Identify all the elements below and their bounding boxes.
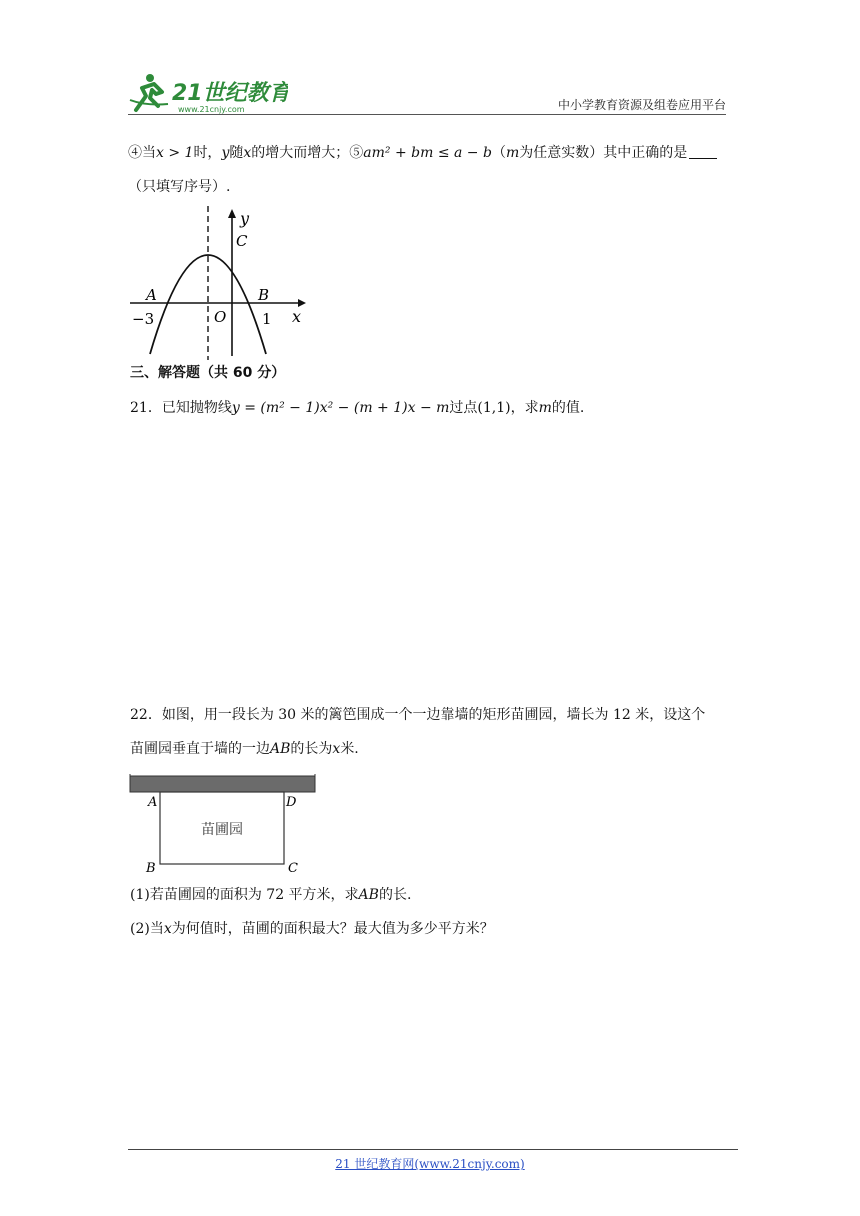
header-divider	[128, 114, 726, 115]
tick-label-1: 1	[262, 310, 272, 328]
corner-c-label: C	[288, 861, 298, 876]
corner-b-label: B	[146, 861, 156, 876]
q22-part2: (2)当x为何值时，苗圃的面积最大？最大值为多少平方米？	[130, 921, 494, 937]
q20-line2: （只填写序号）.	[128, 179, 231, 195]
site-logo	[128, 70, 288, 116]
section-title: 三、解答题（共 60 分）	[130, 365, 286, 381]
y-axis-arrow	[228, 209, 236, 218]
point-b-label: B	[258, 286, 270, 304]
q20-inequality: am² + bm ≤ a − b	[363, 145, 492, 161]
runner-icon	[128, 70, 288, 116]
garden-label: 苗圃园	[201, 822, 243, 838]
garden-figure	[128, 772, 328, 878]
x-axis-arrow	[298, 299, 306, 307]
q21-text: 21．已知抛物线y = (m² − 1)x² − (m + 1)x − m过点(1,1)，求m的值.	[130, 400, 585, 416]
q22-part1: (1)若苗圃园的面积为 72 平方米，求AB的长.	[130, 887, 412, 903]
q20-condition: x > 1	[156, 145, 194, 161]
platform-name: 中小学教育资源及组卷应用平台	[557, 98, 726, 112]
corner-a-label: A	[148, 795, 158, 810]
tick-label-minus3: −3	[132, 310, 155, 328]
x-axis-label: x	[292, 307, 302, 326]
point-a-label: A	[146, 286, 157, 304]
logo-text: 21世纪教育	[172, 81, 288, 106]
corner-d-label: D	[286, 795, 297, 810]
wall	[130, 776, 315, 792]
q22-line2: 苗圃园垂直于墙的一边AB的长为x米.	[130, 741, 359, 757]
answer-blank[interactable]	[689, 144, 717, 159]
origin-label: O	[214, 308, 227, 326]
logo-url: www.21cnjy.com	[178, 105, 245, 114]
point-c-label: C	[236, 232, 248, 250]
y-axis-label: y	[240, 209, 250, 228]
q22-line1: 22．如图，用一段长为 30 米的篱笆围成一个一边靠墙的矩形苗圃园，墙长为 12 米，设这个	[130, 707, 706, 723]
footer-link[interactable]: 21 世纪教育网(www.21cnjy.com)	[335, 1157, 525, 1171]
footer-divider	[128, 1149, 738, 1150]
q20-line1: ④当x > 1时，y随x的增大而增大；⑤am² + bm ≤ a − b（m为任意实数）其中正确的是	[128, 142, 717, 164]
parabola-graph	[126, 204, 316, 360]
q21-formula: y = (m² − 1)x² − (m + 1)x − m	[231, 400, 450, 416]
q21-point: (1,1)	[477, 400, 511, 416]
